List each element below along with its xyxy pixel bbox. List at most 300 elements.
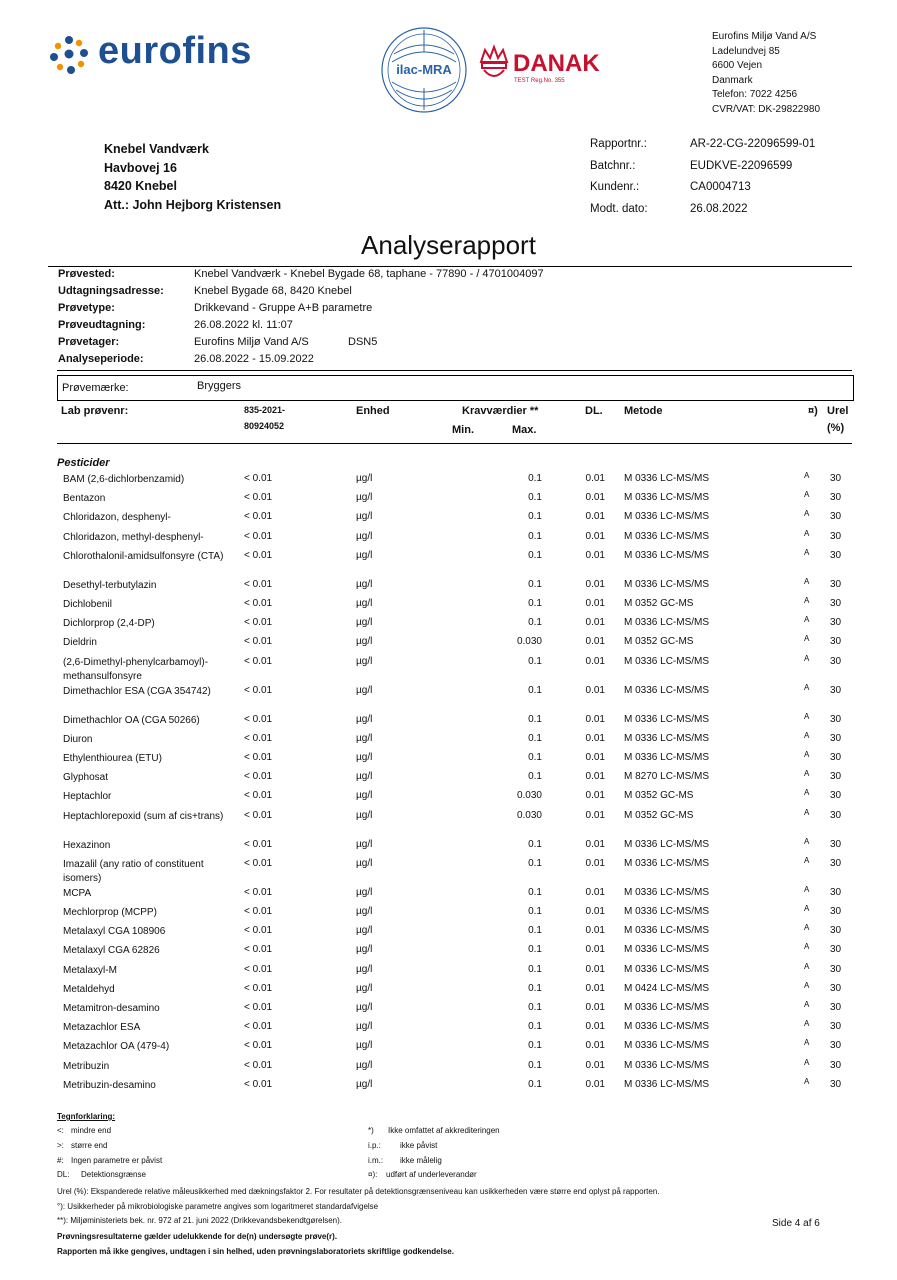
customer-line: Knebel Vandværk (104, 142, 209, 156)
meta-value: AR-22-CG-22096599-01 (690, 138, 816, 150)
result-value: < 0.01 (244, 925, 273, 937)
result-value: < 0.01 (244, 857, 273, 869)
method-value: M 0336 LC-MS/MS (624, 963, 710, 975)
method-value: M 0352 GC-MS (624, 809, 694, 821)
urel-value: 30 (830, 944, 842, 956)
analyte-name: Heptachlorepoxid (sum af cis+trans) (63, 810, 224, 822)
result-value: < 0.01 (244, 790, 273, 802)
urel-value: 30 (830, 906, 842, 917)
analyte-name: Imazalil (any ratio of constituent isomers) (63, 858, 204, 884)
analyte-name: Glyphosat (63, 772, 109, 784)
result-value: < 0.01 (244, 655, 273, 667)
unit-value: µg/l (356, 1002, 373, 1013)
urel-value: 30 (830, 655, 842, 667)
method-value: M 0336 LC-MS/MS (624, 1040, 710, 1052)
accreditation-mark: A (804, 576, 810, 586)
unit-value: µg/l (356, 636, 373, 648)
company-line: 6600 Vejen (712, 60, 763, 71)
result-value: < 0.01 (244, 492, 273, 504)
accreditation-mark: A (804, 471, 810, 480)
urel-value: 30 (830, 752, 842, 763)
method-value: M 0336 LC-MS/MS (624, 511, 710, 523)
legend-symbol: <: (57, 1126, 64, 1135)
accreditation-mark: A (804, 682, 810, 692)
accreditation-mark: A (804, 1019, 810, 1029)
info-value: 26.08.2022 kl. 11:07 (194, 319, 293, 331)
max-value: 0.1 (528, 732, 542, 744)
method-value: M 0336 LC-MS/MS (624, 886, 710, 898)
meta-value: 26.08.2022 (690, 202, 748, 215)
urel-value: 30 (830, 1002, 842, 1013)
unit-value: µg/l (356, 1059, 373, 1071)
legend-symbol: ¤): (368, 1170, 378, 1179)
accreditation-mark: A (804, 1038, 810, 1048)
ilac-mra-logo (380, 22, 468, 118)
analyte-name: MCPA (63, 887, 92, 899)
unit-value: µg/l (356, 1021, 373, 1033)
dl-value: 0.01 (585, 511, 605, 523)
legend-text: Ingen parametre er påvist (71, 1156, 163, 1165)
urel-value: 30 (830, 790, 842, 802)
accreditation-mark: A (804, 836, 810, 846)
result-value: < 0.01 (244, 684, 273, 696)
analyte-name: Chlorothalonil-amidsulfonsyre (CTA) (63, 550, 224, 562)
company-line: Eurofins Miljø Vand A/S (712, 31, 817, 42)
legend-symbol: #: (57, 1156, 64, 1165)
max-value: 0.1 (528, 655, 542, 667)
ilac-mra-icon (380, 22, 468, 118)
analyte-name: Diuron (63, 733, 93, 745)
col-acc: ¤) (808, 405, 818, 417)
method-value: M 0336 LC-MS/MS (624, 713, 710, 725)
result-value: < 0.01 (244, 578, 273, 590)
urel-value: 30 (830, 617, 842, 629)
result-value: < 0.01 (244, 838, 273, 850)
max-value: 0.1 (528, 771, 542, 783)
analyte-name: Metalaxyl CGA 108906 (63, 926, 166, 938)
urel-value: 30 (830, 492, 842, 504)
dl-value: 0.01 (585, 771, 605, 783)
urel-value: 30 (830, 636, 842, 648)
legend-text: mindre end (71, 1126, 112, 1135)
method-value: M 0336 LC-MS/MS (624, 752, 710, 763)
max-value: 0.1 (528, 492, 542, 504)
urel-value: 30 (830, 809, 842, 821)
eurofins-mark-icon (48, 34, 90, 76)
result-value: < 0.01 (244, 963, 273, 975)
danak-logo (478, 40, 598, 90)
result-value: < 0.01 (244, 1078, 273, 1090)
urel-value: 30 (830, 713, 842, 725)
dl-value: 0.01 (585, 809, 605, 821)
dl-value: 0.01 (585, 684, 605, 696)
max-value: 0.1 (528, 1078, 542, 1090)
unit-value: µg/l (356, 963, 373, 975)
accreditation-mark: A (804, 961, 810, 971)
accreditation-mark: A (804, 711, 810, 721)
unit-value: µg/l (356, 713, 373, 725)
divider (57, 443, 852, 444)
legend-text: Ikke omfattet af akkrediteringen (388, 1126, 500, 1135)
dl-value: 0.01 (585, 963, 605, 975)
max-value: 0.1 (528, 511, 542, 523)
dl-value: 0.01 (585, 906, 605, 917)
result-value: < 0.01 (244, 549, 273, 561)
result-value: < 0.01 (244, 617, 273, 629)
method-value: M 0336 LC-MS/MS (624, 838, 710, 850)
accreditation-mark: A (804, 942, 810, 952)
method-value: M 0336 LC-MS/MS (624, 655, 710, 667)
analyte-name: Metalaxyl-M (63, 964, 117, 976)
method-value: M 0336 LC-MS/MS (624, 549, 710, 561)
max-value: 0.1 (528, 617, 542, 629)
meta-value: CA0004713 (690, 181, 751, 193)
dl-value: 0.01 (585, 530, 605, 542)
accreditation-mark: A (804, 1076, 810, 1086)
company-line: CVR/VAT: DK-29822980 (712, 103, 821, 115)
divider (48, 266, 852, 267)
result-value: < 0.01 (244, 1021, 273, 1033)
urel-value: 30 (830, 963, 842, 975)
max-value: 0.1 (528, 1059, 542, 1071)
urel-value: 30 (830, 578, 842, 590)
accreditation-mark: A (804, 884, 810, 894)
max-value: 0.1 (528, 982, 542, 994)
result-value: < 0.01 (244, 1059, 273, 1071)
max-value: 0.1 (528, 752, 542, 763)
accreditation-mark: A (804, 769, 810, 779)
max-value: 0.1 (528, 944, 542, 956)
crown-icon (478, 44, 510, 84)
method-value: M 0336 LC-MS/MS (624, 578, 710, 590)
unit-value: µg/l (356, 578, 373, 590)
max-value: 0.1 (528, 886, 542, 898)
legend-symbol: DL: (57, 1170, 70, 1179)
max-value: 0.1 (528, 578, 542, 590)
urel-value: 30 (830, 982, 842, 994)
result-value: < 0.01 (244, 886, 273, 898)
footnote-micro: °): Usikkerheder på mikrobiologiske parametre angives som logaritmeret standardafvigelse (57, 1202, 379, 1211)
ilac-text: ilac-MRA (396, 62, 452, 77)
analyte-name: Ethylenthiourea (ETU) (63, 753, 162, 764)
legend-text: Detektionsgrænse (81, 1170, 146, 1179)
info-label: Prøvetager: (58, 336, 120, 348)
analyte-name: Heptachlor (63, 791, 112, 803)
dl-value: 0.01 (585, 636, 605, 648)
col-min: Min. (452, 424, 474, 436)
accreditation-mark: A (804, 923, 810, 933)
max-value: 0.1 (528, 473, 542, 484)
footnote-urel: Urel (%): Ekspanderede relative måleusikkerhed med dækningsfaktor 2. For resultater på detektionsgrænseniveau kan usikkerheden være større end oplyst på rapporten. (57, 1187, 660, 1196)
info-label: Prøvested: (58, 268, 115, 280)
urel-value: 30 (830, 511, 842, 523)
result-value: < 0.01 (244, 906, 273, 917)
legend-symbol: *) (368, 1126, 374, 1135)
urel-value: 30 (830, 1078, 842, 1090)
unit-value: µg/l (356, 752, 373, 763)
col-method: Metode (624, 405, 663, 417)
dl-value: 0.01 (585, 982, 605, 994)
result-value: < 0.01 (244, 982, 273, 994)
unit-value: µg/l (356, 906, 373, 917)
page-title: Analyserapport (361, 230, 536, 260)
dl-value: 0.01 (585, 857, 605, 869)
analyte-name: (2,6-Dimethyl-phenylcarbamoyl)-methansulfonsyre (63, 656, 209, 682)
meta-label: Modt. dato: (590, 202, 648, 215)
analyte-name: Metribuzin-desamino (63, 1079, 156, 1091)
col-urel: Urel (827, 405, 849, 417)
analyte-name: Dieldrin (63, 637, 97, 649)
method-value: M 0336 LC-MS/MS (624, 617, 710, 629)
dl-value: 0.01 (585, 838, 605, 850)
unit-value: µg/l (356, 549, 373, 561)
danak-text: DANAK (513, 50, 600, 77)
method-value: M 0336 LC-MS/MS (624, 944, 710, 956)
urel-value: 30 (830, 598, 842, 609)
dl-value: 0.01 (585, 617, 605, 629)
legend-text: ikke påvist (400, 1141, 438, 1150)
result-value: < 0.01 (244, 530, 273, 542)
urel-value: 30 (830, 838, 842, 850)
max-value: 0.1 (528, 838, 542, 850)
unit-value: µg/l (356, 511, 373, 523)
unit-value: µg/l (356, 838, 373, 850)
analyte-name: Metazachlor ESA (63, 1022, 141, 1034)
method-value: M 0336 LC-MS/MS (624, 906, 710, 917)
method-value: M 0424 LC-MS/MS (624, 982, 710, 994)
reproduction-note: Rapporten må ikke gengives, undtagen i sin helhed, uden prøvningslaboratoriets skriftlige godkendelse. (57, 1247, 454, 1256)
max-value: 0.1 (528, 684, 542, 696)
method-value: M 0336 LC-MS/MS (624, 857, 710, 869)
info-value: Knebel Vandværk - Knebel Bygade 68, taphane - 77890 - / 4701004097 (194, 268, 544, 280)
accreditation-mark: A (804, 653, 810, 663)
max-value: 0.1 (528, 530, 542, 542)
unit-value: µg/l (356, 1040, 373, 1052)
urel-value: 30 (830, 886, 842, 898)
customer-line: Att.: John Hejborg Kristensen (104, 197, 282, 212)
col-krav: Kravværdier ** (462, 405, 539, 417)
urel-value: 30 (830, 732, 842, 744)
dl-value: 0.01 (585, 1002, 605, 1013)
result-value: < 0.01 (244, 1002, 273, 1013)
dl-value: 0.01 (585, 655, 605, 667)
method-value: M 8270 LC-MS/MS (624, 771, 710, 783)
dl-value: 0.01 (585, 492, 605, 504)
max-value: 0.1 (528, 1040, 542, 1052)
unit-value: µg/l (356, 684, 373, 696)
sampler-code: DSN5 (348, 336, 378, 348)
info-label: Prøveudtagning: (58, 319, 146, 331)
danak-reg: TEST Reg.No. 355 (514, 78, 565, 84)
dl-value: 0.01 (585, 549, 605, 561)
dl-value: 0.01 (585, 944, 605, 956)
sample-mark-value: Bryggers (197, 380, 242, 392)
method-value: M 0336 LC-MS/MS (624, 473, 710, 484)
dl-value: 0.01 (585, 598, 605, 609)
accreditation-mark: A (804, 730, 810, 740)
max-value: 0.030 (516, 636, 542, 648)
max-value: 0.030 (516, 790, 542, 802)
unit-value: µg/l (356, 771, 373, 783)
accreditation-mark: A (804, 596, 810, 605)
max-value: 0.1 (528, 713, 542, 725)
analyte-name: Bentazon (63, 493, 106, 505)
urel-value: 30 (830, 1059, 842, 1071)
unit-value: µg/l (356, 473, 373, 484)
unit-value: µg/l (356, 1078, 373, 1090)
result-value: < 0.01 (244, 713, 273, 725)
urel-value: 30 (830, 473, 842, 484)
meta-label: Kundenr.: (590, 181, 640, 193)
company-address (712, 30, 820, 117)
result-value: < 0.01 (244, 809, 273, 821)
unit-value: µg/l (356, 655, 373, 667)
analyte-name: Metribuzin (63, 1060, 110, 1072)
logo-text: eurofins (98, 30, 252, 72)
method-value: M 0352 GC-MS (624, 790, 694, 802)
unit-value: µg/l (356, 790, 373, 802)
unit-value: µg/l (356, 617, 373, 629)
col-urel-unit: (%) (827, 422, 845, 434)
accreditation-mark: A (804, 615, 810, 625)
dl-value: 0.01 (585, 473, 605, 484)
max-value: 0.1 (528, 857, 542, 869)
info-value: 26.08.2022 - 15.09.2022 (194, 353, 314, 365)
dl-value: 0.01 (585, 790, 605, 802)
method-value: M 0336 LC-MS/MS (624, 684, 710, 696)
max-value: 0.1 (528, 549, 542, 561)
accreditation-mark: A (804, 634, 810, 644)
analyte-name: Dichlobenil (63, 599, 112, 610)
accreditation-mark: A (804, 509, 810, 519)
eurofins-logo (48, 30, 268, 80)
analyte-name: Dimethachlor ESA (CGA 354742) (63, 685, 211, 697)
unit-value: µg/l (356, 492, 373, 504)
legend-title: Tegnforklaring: (57, 1112, 116, 1121)
col-sample-no-2: 80924052 (244, 421, 285, 431)
accreditation-mark: A (804, 980, 810, 990)
unit-value: µg/l (356, 809, 373, 821)
accreditation-mark: A (804, 1000, 810, 1009)
dl-value: 0.01 (585, 886, 605, 898)
max-value: 0.030 (516, 809, 542, 821)
result-value: < 0.01 (244, 473, 273, 484)
info-value: Knebel Bygade 68, 8420 Knebel (194, 285, 352, 297)
accreditation-mark: A (804, 807, 810, 817)
method-value: M 0336 LC-MS/MS (624, 1021, 710, 1033)
dl-value: 0.01 (585, 925, 605, 937)
accreditation-mark: A (804, 788, 810, 798)
result-value: < 0.01 (244, 511, 273, 523)
urel-value: 30 (830, 1021, 842, 1033)
max-value: 0.1 (528, 1002, 542, 1013)
method-value: M 0336 LC-MS/MS (624, 1078, 710, 1090)
dl-value: 0.01 (585, 732, 605, 744)
col-sample-no-1: 835-2021- (244, 405, 286, 415)
result-value: < 0.01 (244, 636, 273, 648)
analyte-name: Chloridazon, desphenyl- (63, 512, 171, 524)
dl-value: 0.01 (585, 1021, 605, 1033)
legend-text: udført af underleverandør (386, 1170, 477, 1179)
unit-value: µg/l (356, 886, 373, 898)
accreditation-mark: A (804, 855, 810, 865)
analyte-name: Hexazinon (63, 839, 111, 851)
col-max: Max. (512, 424, 537, 436)
accreditation-mark: A (804, 490, 810, 500)
method-value: M 0336 LC-MS/MS (624, 530, 710, 542)
urel-value: 30 (830, 771, 842, 783)
accreditation-mark: A (804, 904, 810, 913)
analyte-name: Dimethachlor OA (CGA 50266) (63, 714, 200, 726)
customer-line: Havbovej 16 (104, 160, 177, 175)
urel-value: 30 (830, 530, 842, 542)
info-label: Analyseperiode: (58, 353, 144, 365)
method-value: M 0336 LC-MS/MS (624, 492, 710, 504)
urel-value: 30 (830, 857, 842, 869)
analyte-name: Mechlorprop (MCPP) (63, 907, 157, 918)
legend-text: større end (71, 1141, 108, 1150)
accreditation-mark: A (804, 750, 810, 759)
max-value: 0.1 (528, 1021, 542, 1033)
max-value: 0.1 (528, 598, 542, 609)
col-dl: DL. (585, 405, 603, 417)
info-value: Eurofins Miljø Vand A/S (194, 336, 309, 348)
company-line: Telefon: 7022 4256 (712, 89, 798, 100)
unit-value: µg/l (356, 732, 373, 744)
analyte-name: Chloridazon, methyl-desphenyl- (63, 531, 204, 543)
method-value: M 0336 LC-MS/MS (624, 1002, 710, 1013)
company-line: Ladelundvej 85 (712, 45, 780, 57)
urel-value: 30 (830, 925, 842, 937)
footnote-regulation: **): Miljøministeriets bek. nr. 972 af 21. juni 2022 (Drikkevandsbekendtgørelsen). (57, 1216, 343, 1225)
max-value: 0.1 (528, 963, 542, 975)
dl-value: 0.01 (585, 752, 605, 763)
accreditation-mark: A (804, 547, 810, 557)
urel-value: 30 (830, 1040, 842, 1052)
meta-label: Rapportnr.: (590, 138, 647, 150)
section-title: Pesticider (57, 457, 110, 469)
result-value: < 0.01 (244, 732, 273, 744)
unit-value: µg/l (356, 530, 373, 542)
unit-value: µg/l (356, 598, 373, 609)
analyte-name: BAM (2,6-dichlorbenzamid) (63, 474, 185, 485)
analyte-name: Metalaxyl CGA 62826 (63, 945, 160, 957)
validity-note: Prøvningsresultaterne gælder udelukkende for de(n) undersøgte prøve(r). (57, 1232, 338, 1241)
legend-symbol: >: (57, 1141, 64, 1150)
sample-mark-label: Prøvemærke: (62, 382, 129, 394)
customer-address (104, 140, 281, 214)
legend-text: ikke målelig (400, 1156, 442, 1165)
legend-symbol: i.m.: (368, 1156, 384, 1165)
unit-value: µg/l (356, 925, 373, 937)
method-value: M 0336 LC-MS/MS (624, 1059, 710, 1071)
accreditation-mark: A (804, 528, 810, 538)
legend-symbol: i.p.: (368, 1141, 381, 1150)
col-unit: Enhed (356, 405, 390, 417)
accreditation-mark: A (804, 1057, 810, 1067)
method-value: M 0352 GC-MS (624, 598, 694, 609)
dl-value: 0.01 (585, 713, 605, 725)
analyte-name: Metaldehyd (63, 983, 115, 995)
analyte-name: Metamitron-desamino (63, 1003, 160, 1014)
info-value: Drikkevand - Gruppe A+B parametre (194, 302, 373, 314)
dl-value: 0.01 (585, 1078, 605, 1090)
meta-label: Batchnr.: (590, 159, 636, 172)
info-label: Prøvetype: (58, 302, 115, 314)
result-value: < 0.01 (244, 752, 273, 763)
analyte-name: Metazachlor OA (479-4) (63, 1041, 170, 1053)
method-value: M 0336 LC-MS/MS (624, 732, 710, 744)
